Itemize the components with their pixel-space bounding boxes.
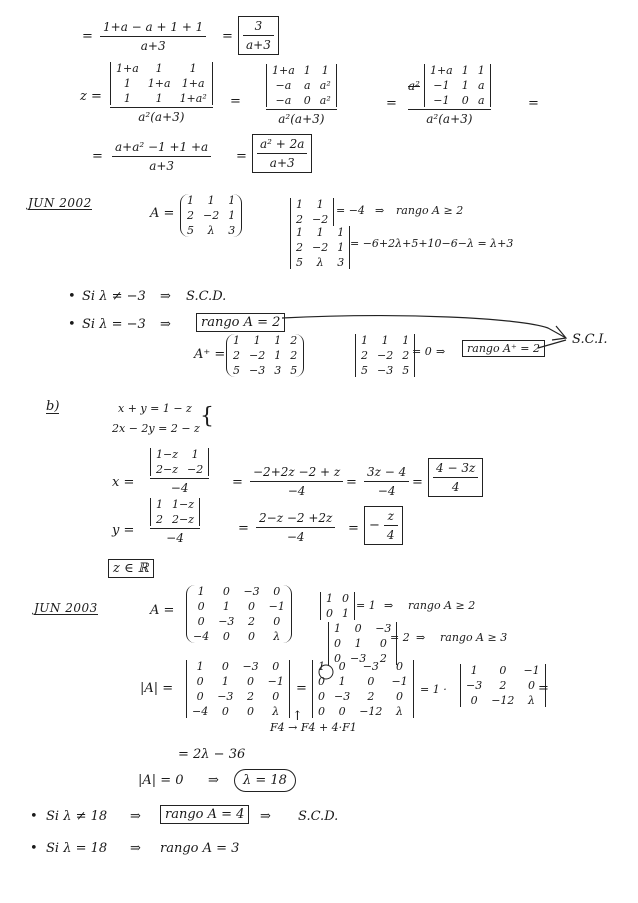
arrow-icon: ⇒ xyxy=(208,773,219,788)
equals-sign: = xyxy=(92,149,103,164)
equals-sign: = xyxy=(348,521,359,536)
equation: x + y = 1 − z xyxy=(118,402,192,415)
matrix-entry: 0 xyxy=(196,675,204,688)
y-label: y = xyxy=(112,523,135,538)
matrix-entry: 0 xyxy=(222,585,230,598)
matrix-entry: 1 xyxy=(296,226,303,239)
matrix-entry: 1 xyxy=(354,637,362,650)
matrix-entry: 2 xyxy=(290,349,298,362)
matrix-entry: 3 xyxy=(337,256,345,269)
matrix-entry: 0 xyxy=(396,690,404,703)
matrix-entry: 5 xyxy=(290,364,298,377)
equals-sign: = xyxy=(528,96,539,111)
denominator: −4 xyxy=(287,484,306,498)
case-result: S.C.D. xyxy=(186,289,227,304)
denominator: a+3 xyxy=(149,159,175,173)
rank-box: rango A⁺ = 2 xyxy=(462,340,545,357)
matrix-entry: 0 xyxy=(396,660,404,673)
arrow-icon: ⇒ xyxy=(416,631,426,644)
matrix-entry: 0 xyxy=(338,705,346,718)
matrix-entry: 0 xyxy=(334,637,341,650)
matrix-entry: 1 xyxy=(274,349,282,362)
determinant-result: = −6+2λ+5+10−6−λ = λ+3 xyxy=(350,237,514,250)
matrix-entry: 2 xyxy=(247,690,255,703)
part-label: b) xyxy=(46,399,60,414)
matrix-entry: 1 xyxy=(337,226,345,239)
matrix-entry: −3 xyxy=(377,364,394,377)
matrix-entry: 5 xyxy=(402,364,410,377)
matrix-entry: λ xyxy=(273,630,281,643)
matrix-entry: 0 xyxy=(247,705,255,718)
numerator: a² + 2a xyxy=(260,137,305,151)
matrix-entry: 5 xyxy=(361,364,368,377)
matrix-entry: 1+a xyxy=(116,62,139,75)
matrix-entry: 1 xyxy=(233,334,240,347)
matrix-entry: −a xyxy=(275,79,292,92)
denominator: −4 xyxy=(377,484,396,498)
rank-statement: rango A = 3 xyxy=(160,841,240,856)
matrix-entry: −3 xyxy=(249,364,266,377)
equals-sign: = xyxy=(238,521,249,536)
equals-sign: = xyxy=(232,475,243,490)
matrix-entry: a² xyxy=(319,94,331,107)
arrow-icon: ⇒ xyxy=(130,841,141,856)
matrix-entry: 1 xyxy=(326,592,333,605)
matrix-entry: 0 xyxy=(273,615,281,628)
matrix-entry: 2 xyxy=(367,690,375,703)
numerator: 1+a − a + 1 + 1 xyxy=(103,20,204,34)
rank-box: rango A = 2 xyxy=(196,313,285,332)
matrix-entry: 5 xyxy=(233,364,240,377)
matrix-entry: 1 xyxy=(296,198,303,211)
det-label: |A| = xyxy=(140,681,174,696)
matrix-entry: 1 xyxy=(221,675,229,688)
z-domain: z ∈ ℝ xyxy=(108,559,154,578)
matrix-entry: 5 xyxy=(296,256,303,269)
matrix-entry: 0 xyxy=(221,660,229,673)
matrix-entry: 2 xyxy=(248,615,256,628)
matrix-entry: −2 xyxy=(203,209,220,222)
matrix-entry: a xyxy=(477,79,485,92)
equals-sign: = xyxy=(538,681,549,696)
bullet-icon: • xyxy=(30,841,38,856)
matrix-entry: 2 xyxy=(233,349,240,362)
equation: 2x − 2y = 2 − z xyxy=(112,422,200,435)
matrix-entry: −3 xyxy=(362,660,379,673)
rank-statement: rango A ≥ 2 xyxy=(408,599,476,612)
matrix-entry: 3 xyxy=(228,224,236,237)
matrix-entry: −4 xyxy=(192,705,209,718)
minor-result: = −4 xyxy=(336,204,365,217)
matrix-entry: 1 xyxy=(334,622,341,635)
matrix-label: A = xyxy=(150,206,175,221)
matrix-entry: −3 xyxy=(334,690,351,703)
matrix-entry: 0 xyxy=(318,705,325,718)
matrix-entry: 1 xyxy=(316,198,324,211)
denominator: 4 xyxy=(386,528,395,542)
matrix-entry: 0 xyxy=(318,690,325,703)
case-condition: Si λ = −3 xyxy=(82,317,146,332)
cancelled-factor: a² xyxy=(408,78,420,93)
denominator: a+3 xyxy=(246,38,271,52)
determinant-value: = 2λ − 36 xyxy=(178,747,246,762)
matrix-entry: a² xyxy=(319,79,331,92)
matrix-entry: −3 xyxy=(375,622,392,635)
matrix-entry: −12 xyxy=(359,705,383,718)
matrix-entry: 0 xyxy=(318,675,325,688)
up-arrow-icon: ↑ xyxy=(292,709,303,724)
matrix-entry: −1 xyxy=(433,94,450,107)
matrix-entry: 0 xyxy=(247,675,255,688)
matrix-entry: 0 xyxy=(338,660,346,673)
matrix-entry: −2 xyxy=(187,463,204,476)
arrow-icon: ⇒ xyxy=(436,345,446,358)
matrix-entry: 1 xyxy=(253,334,261,347)
minus-sign: − xyxy=(369,518,380,533)
matrix-entry: 0 xyxy=(461,94,469,107)
matrix-entry: −1 xyxy=(433,79,450,92)
rank-statement: rango A ≥ 2 xyxy=(396,204,464,217)
matrix-entry: 2 xyxy=(499,679,507,692)
matrix-entry: 0 xyxy=(367,675,375,688)
matrix-entry: 0 xyxy=(272,660,280,673)
minor-result: = 0 xyxy=(412,345,432,358)
numerator: 2−z −2 +2z xyxy=(259,511,333,525)
matrix-entry: −2 xyxy=(312,241,329,254)
matrix-entry: λ xyxy=(316,256,324,269)
matrix-entry: 1 xyxy=(123,92,131,105)
matrix-entry: 0 xyxy=(499,664,507,677)
matrix-entry: −1 xyxy=(267,675,284,688)
matrix-entry: 0 xyxy=(221,705,229,718)
matrix-entry: 1 xyxy=(461,64,469,77)
matrix-entry: 1 xyxy=(342,607,349,620)
equals-sign: = xyxy=(386,96,397,111)
matrix-entry: 1 xyxy=(222,600,230,613)
bullet-icon: • xyxy=(68,317,76,332)
section-heading-jun2002: JUN 2002 xyxy=(28,196,92,210)
arrow-icon: ⇒ xyxy=(260,809,271,824)
matrix-entry: 1+a² xyxy=(179,92,207,105)
matrix-entry: −2 xyxy=(249,349,266,362)
matrix-entry: −3 xyxy=(217,690,234,703)
matrix-entry: 0 xyxy=(273,585,281,598)
matrix-entry: 1 xyxy=(187,194,194,207)
matrix-entry: 2 xyxy=(187,209,194,222)
x-label: x = xyxy=(112,475,135,490)
numerator: 3 xyxy=(254,19,263,33)
matrix-entry: 1 xyxy=(477,64,485,77)
denominator: a+3 xyxy=(269,156,295,170)
denominator: −4 xyxy=(286,530,305,544)
matrix-entry: −3 xyxy=(350,652,367,665)
matrix-entry: −3 xyxy=(466,679,483,692)
matrix-entry: −12 xyxy=(491,694,515,707)
matrix-entry: 2 xyxy=(379,652,387,665)
arrow-icon: ⇒ xyxy=(160,289,171,304)
matrix-entry: 1 xyxy=(381,334,389,347)
matrix-entry: 1 xyxy=(321,64,329,77)
case-condition: Si λ ≠ 18 xyxy=(46,809,108,824)
rank-statement: rango A ≥ 3 xyxy=(440,631,508,644)
matrix-entry: 1−z xyxy=(156,448,179,461)
denominator: a²(a+3) xyxy=(278,112,325,126)
matrix-entry: 0 xyxy=(248,630,256,643)
matrix-entry: 0 xyxy=(272,690,280,703)
equals-sign: = xyxy=(230,94,241,109)
matrix-entry: 1 xyxy=(337,241,345,254)
matrix-entry: 3 xyxy=(274,364,282,377)
matrix-entry: 5 xyxy=(187,224,194,237)
equals-sign: = xyxy=(346,475,357,490)
matrix-entry: 1 xyxy=(155,62,163,75)
matrix-entry: 2−z xyxy=(156,463,179,476)
matrix-entry: −3 xyxy=(243,585,260,598)
matrix-entry: 1 xyxy=(207,194,215,207)
det-zero: |A| = 0 xyxy=(138,773,184,788)
matrix-entry: 0 xyxy=(528,679,536,692)
equals-sign: = xyxy=(412,475,423,490)
matrix-entry: −3 xyxy=(242,660,259,673)
matrix-entry: 2 xyxy=(361,349,368,362)
z-label: z = xyxy=(80,89,102,104)
matrix-entry: 0 xyxy=(197,615,205,628)
denominator: a²(a+3) xyxy=(426,112,473,126)
matrix-entry: −4 xyxy=(193,630,210,643)
matrix-entry: −1 xyxy=(523,664,540,677)
matrix-entry: 1 xyxy=(189,62,197,75)
equals-sign: = xyxy=(82,29,93,44)
numerator: 3z − 4 xyxy=(367,465,407,479)
equals-sign: = xyxy=(236,149,247,164)
case-condition: Si λ ≠ −3 xyxy=(82,289,146,304)
matrix-entry: 0 xyxy=(196,690,204,703)
matrix-label: A = xyxy=(150,603,175,618)
matrix-entry: 2 xyxy=(402,349,410,362)
matrix-entry: 1 xyxy=(361,334,368,347)
bullet-icon: • xyxy=(30,809,38,824)
case-result: S.C.D. xyxy=(298,809,339,824)
matrix-entry: 2 xyxy=(156,513,163,526)
aplus-label: A⁺ = xyxy=(194,347,226,362)
matrix-entry: 0 xyxy=(197,600,205,613)
matrix-entry: 0 xyxy=(342,592,349,605)
denominator: −4 xyxy=(166,531,184,545)
numerator: 4 − 3z xyxy=(436,461,476,475)
matrix-entry: 1+a xyxy=(181,77,205,90)
case-condition: Si λ = 18 xyxy=(46,841,108,856)
matrix-entry: 2 xyxy=(290,334,298,347)
rank-box: rango A = 4 xyxy=(160,805,249,824)
matrix-entry: −2 xyxy=(312,213,329,226)
matrix-entry: 1 xyxy=(338,675,346,688)
matrix-entry: 0 xyxy=(470,694,478,707)
bullet-icon: • xyxy=(68,289,76,304)
arrow-icon: ⇒ xyxy=(130,809,141,824)
arrow-icon: ⇒ xyxy=(375,204,385,217)
matrix-entry: 1+a xyxy=(429,64,453,77)
matrix-entry: a xyxy=(477,94,485,107)
matrix-entry: 1 xyxy=(318,660,325,673)
matrix-entry: 1 xyxy=(155,92,163,105)
matrix-entry: −1 xyxy=(391,675,408,688)
matrix-entry: λ xyxy=(207,224,215,237)
matrix-entry: 1 xyxy=(461,79,469,92)
numerator: a+a² −1 +1 +a xyxy=(115,140,209,154)
arrow-icon: ⇒ xyxy=(160,317,171,332)
matrix-entry: a xyxy=(304,79,311,92)
matrix-entry: 2 xyxy=(296,213,303,226)
matrix-entry: −2 xyxy=(377,349,394,362)
arrow-icon: ⇒ xyxy=(384,599,394,612)
matrix-entry: 2−z xyxy=(172,513,195,526)
matrix-entry: 0 xyxy=(379,637,387,650)
brace-icon: { xyxy=(200,404,214,429)
matrix-entry: 0 xyxy=(248,600,256,613)
equals-sign: = 1 · xyxy=(420,683,447,696)
matrix-entry: 0 xyxy=(334,652,341,665)
matrix-entry: 1 xyxy=(156,498,163,511)
matrix-entry: 1 xyxy=(470,664,478,677)
equals-sign: = xyxy=(222,29,233,44)
matrix-entry: −3 xyxy=(218,615,235,628)
denominator: a+3 xyxy=(140,39,166,53)
matrix-entry: λ xyxy=(396,705,404,718)
matrix-entry: 1 xyxy=(197,585,205,598)
matrix-entry: 0 xyxy=(303,94,311,107)
minor-result: = 2 xyxy=(390,631,410,644)
denominator: a²(a+3) xyxy=(138,110,185,124)
matrix-entry: −a xyxy=(275,94,292,107)
matrix-entry: 2 xyxy=(296,241,303,254)
matrix-entry: 1 xyxy=(274,334,282,347)
matrix-entry: 1+a xyxy=(272,64,295,77)
matrix-entry: 1 xyxy=(228,194,236,207)
matrix-entry: 1 xyxy=(402,334,410,347)
matrix-entry: 1+a xyxy=(147,77,171,90)
matrix-entry: λ xyxy=(528,694,536,707)
denominator: −4 xyxy=(170,481,189,495)
matrix-entry: 1 xyxy=(316,226,324,239)
section-heading-jun2003: JUN 2003 xyxy=(34,601,98,615)
numerator: −2+2z −2 + z xyxy=(253,465,341,479)
denominator: 4 xyxy=(451,480,460,494)
matrix-entry: λ xyxy=(272,705,280,718)
lambda-solution: λ = 18 xyxy=(234,769,296,792)
matrix-entry: −1 xyxy=(268,600,285,613)
matrix-entry: 1 xyxy=(303,64,311,77)
matrix-entry: 1 xyxy=(196,660,204,673)
minor-result: = 1 xyxy=(356,599,376,612)
case-result: S.C.I. xyxy=(572,332,608,347)
matrix-entry: 1 xyxy=(228,209,236,222)
matrix-entry: 1 xyxy=(123,77,131,90)
equals-sign: = xyxy=(296,681,307,696)
row-operation: F4 → F4 + 4·F1 xyxy=(270,721,357,734)
matrix-entry: 1 xyxy=(191,448,199,461)
matrix-entry: 1−z xyxy=(172,498,195,511)
matrix-entry: 0 xyxy=(326,607,333,620)
matrix-entry: 0 xyxy=(354,622,362,635)
numerator: z xyxy=(387,509,394,523)
matrix-entry: 0 xyxy=(222,630,230,643)
